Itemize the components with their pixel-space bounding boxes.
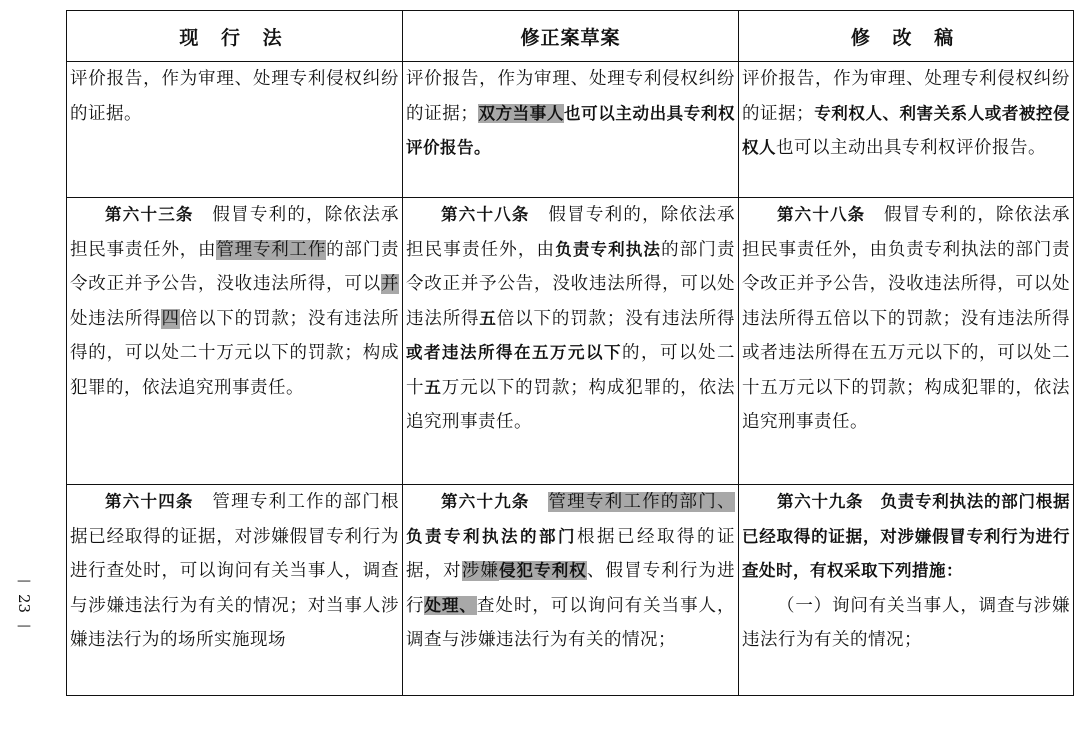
highlighted-separator: 、 bbox=[717, 492, 736, 512]
header-revised-draft: 修 改 稿 bbox=[739, 11, 1074, 62]
bold-text: 负责专利执法的部门 bbox=[406, 526, 577, 546]
comparison-table bbox=[66, 10, 1074, 696]
text: 管理专利工作的部门根据已经取得的证据，对涉嫌假冒专利行为进行查处时，可以询问有关当事人，调查与涉嫌违法行为有关的情况；对当事人涉嫌违法行为的场所实施现场 bbox=[70, 492, 400, 650]
bold-text: 或者违法所得在五万元以下 bbox=[406, 343, 622, 362]
cell-revised-draft bbox=[739, 485, 1074, 696]
text: 、假冒专利行为进行 bbox=[406, 561, 736, 616]
text: 倍以下的罚款；没有违法所得 bbox=[496, 308, 736, 329]
bold-text: 五 bbox=[424, 377, 442, 397]
cell-current-law bbox=[67, 62, 403, 198]
text: 查处时，可以询问有关当事人，调查与涉嫌违法行为有关的情况； bbox=[406, 595, 736, 650]
table-row bbox=[67, 62, 1074, 198]
text: 的部门责令改正并予公告，没收违法所得，可以处违法所得 bbox=[406, 239, 736, 329]
article-number: 第六十九条 bbox=[777, 492, 864, 511]
cell-current-law bbox=[67, 198, 403, 485]
text: 询问有关当事人，调查与涉嫌违法行为有关的情况； bbox=[742, 595, 1070, 650]
header-current-law: 现 行 法 bbox=[67, 11, 403, 62]
text: 也可以主动出具专利权评价报告。 bbox=[776, 138, 1046, 158]
highlighted-text: 涉嫌 bbox=[461, 561, 499, 581]
cell-current-law bbox=[67, 485, 403, 696]
text: 万元以下的罚款；构成犯罪的，依法追究刑事责任。 bbox=[406, 377, 736, 432]
bold-text: 负责专利执法的部门根据已经取得的证据，对涉嫌假冒专利行为进行查处时，有权采取下列措施： bbox=[742, 492, 1070, 580]
cell-revised-draft bbox=[739, 198, 1074, 485]
table-row bbox=[67, 198, 1074, 485]
page-number-dash-bottom: — bbox=[17, 618, 31, 635]
text: 评价报告，作为审理、处理专利侵权纠纷的证据； bbox=[742, 69, 1070, 124]
cell-draft-amendment bbox=[403, 485, 739, 696]
page-number-margin bbox=[14, 572, 34, 635]
highlighted-text: 四 bbox=[161, 308, 180, 329]
bold-text: 也可以主动出具专利权评价报告。 bbox=[406, 103, 736, 157]
article-number: 第六十八条 bbox=[777, 205, 866, 224]
article-number: 第六十四条 bbox=[105, 492, 194, 511]
highlighted-text: 双方当事人 bbox=[478, 103, 565, 123]
bold-text: 负责专利执法 bbox=[555, 239, 662, 259]
text: 假冒专利的，除依法承担民事责任外，由 bbox=[70, 205, 400, 260]
highlighted-bold-text: 侵犯专利权 bbox=[498, 561, 587, 580]
text: 评价报告，作为审理、处理专利侵权纠纷的证据； bbox=[406, 69, 735, 124]
text: 假冒专利的，除依法承担民事责任外，由 bbox=[406, 205, 736, 260]
table-row bbox=[67, 485, 1074, 696]
page-number: 23 bbox=[15, 594, 33, 614]
text: 的，可以处二十 bbox=[406, 343, 735, 398]
cell-revised-draft bbox=[739, 62, 1074, 198]
highlighted-text: 管理专利工作 bbox=[216, 239, 327, 260]
text: 评价报告，作为审理、处理专利侵权纠纷的证据。 bbox=[70, 69, 399, 124]
text: 倍以下的罚款；没有违法所得的，可以处二十万元以下的罚款；构成犯罪的，依法追究刑事责任。 bbox=[70, 308, 400, 398]
text: 根据已经取得的证据，对 bbox=[406, 526, 735, 581]
page-number-dash-top: — bbox=[17, 573, 31, 589]
highlighted-bold-text: 处理、 bbox=[424, 595, 477, 615]
bold-text: 专利权人、利害关系人或者被控侵权人 bbox=[742, 103, 1071, 157]
cell-draft-amendment bbox=[403, 62, 739, 198]
text: 处违法所得 bbox=[70, 308, 162, 329]
article-number: 第六十三条 bbox=[105, 205, 194, 224]
text: （一） bbox=[777, 595, 832, 616]
text: 的部门责令改正并予公告，没收违法所得，可以 bbox=[70, 239, 400, 294]
highlighted-text: 并 bbox=[381, 274, 399, 294]
article-number: 第六十九条 bbox=[441, 492, 530, 511]
highlighted-text: 管理专利工作的部门 bbox=[548, 492, 718, 512]
article-number: 第六十八条 bbox=[441, 205, 530, 224]
cell-draft-amendment bbox=[403, 198, 739, 485]
bold-text: 五 bbox=[479, 308, 497, 328]
paragraph bbox=[742, 485, 1070, 589]
text: 假冒专利的，除依法承担民事责任外，由负责专利执法的部门责令改正并予公告，没收违法所得，可以处违法所得五倍以下的罚款；没有违法所得或者违法所得在五万元以下的，可以处二十五万元以下的罚款；构成犯罪的，依法追究刑事责任。 bbox=[742, 205, 1071, 432]
header-row bbox=[67, 11, 1074, 62]
paragraph bbox=[742, 589, 1070, 658]
header-draft-amendment: 修正案草案 bbox=[403, 11, 739, 62]
